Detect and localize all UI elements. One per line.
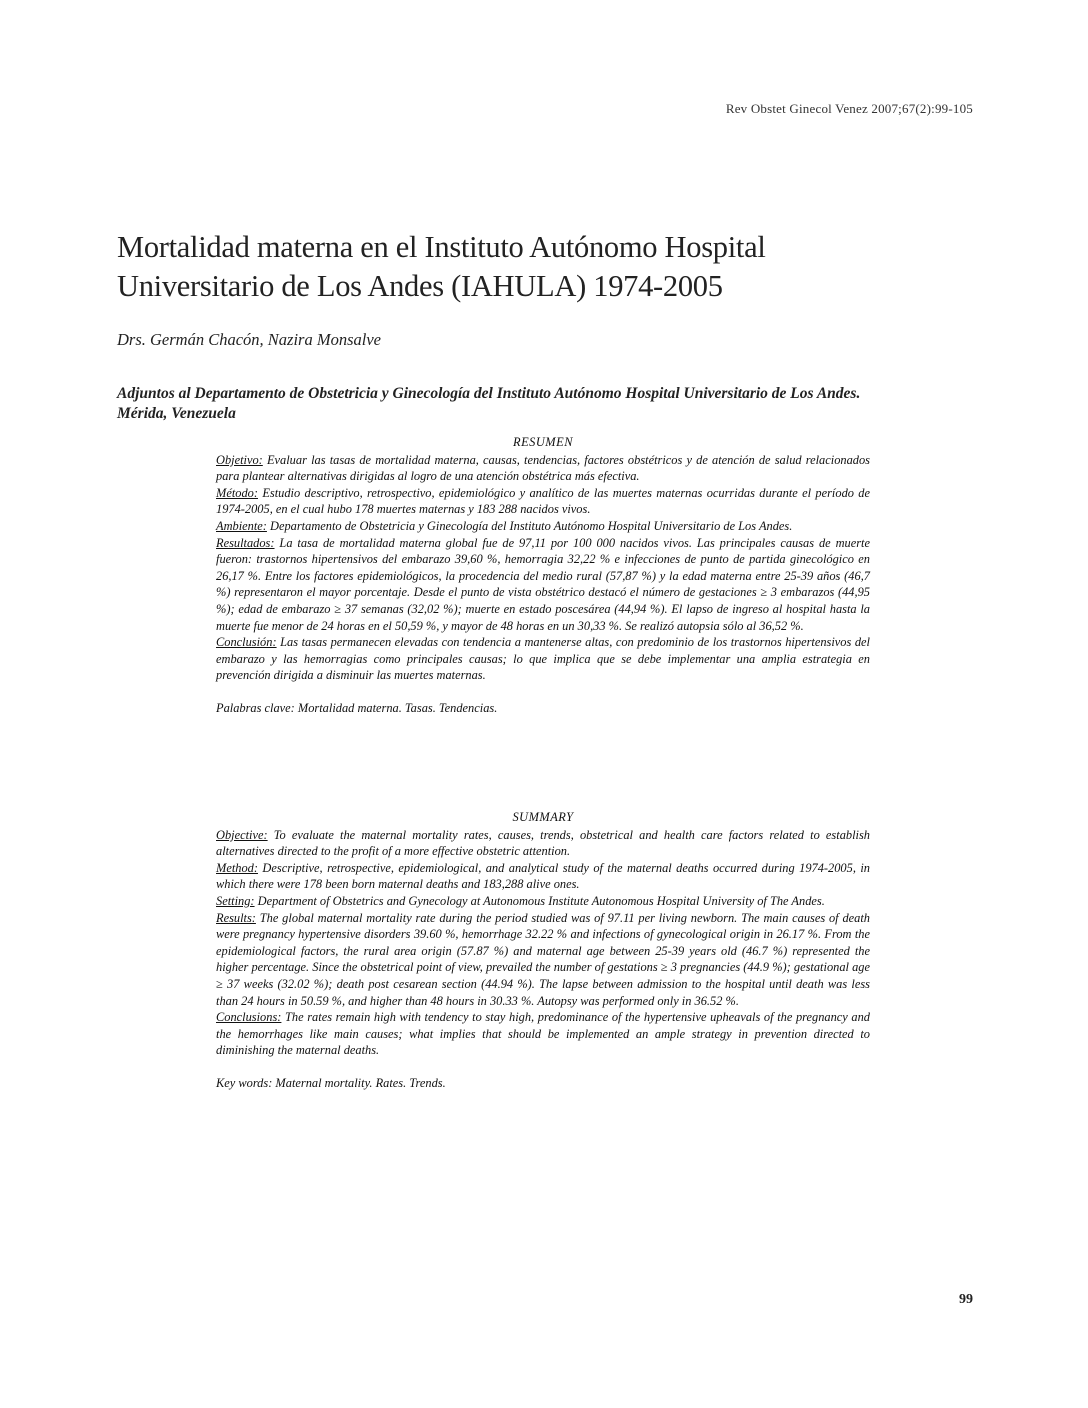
article-title-line-2: Universitario de Los Andes (IAHULA) 1974-2005: [117, 269, 723, 303]
affiliation-line-1: Adjuntos al Departamento de Obstetricia y Ginecología del Instituto Autónomo Hospital Universitario de Los Andes.: [117, 385, 861, 402]
resumen-metodo-text: Estudio descriptivo, retrospectivo, epidemiológico y analítico de las muertes maternas ocurridas durante el período de 1974-2005, en el cual hubo 178 muertes maternas y 183 288 nacidos vivos.: [216, 485, 870, 517]
affiliation: [117, 384, 977, 424]
resumen-conclusion: [216, 634, 870, 684]
resumen-heading: RESUMEN: [513, 435, 573, 449]
page-number: 99: [959, 1292, 973, 1307]
summary-conclusions-label: Conclusions:: [216, 1010, 282, 1025]
resumen-ambiente-text: Departamento de Obstetricia y Ginecología del Instituto Autónomo Hospital Universitario de Los Andes.: [266, 518, 793, 533]
summary-keywords: Key words: Maternal mortality. Rates. Trends.: [216, 1075, 446, 1090]
summary-setting-label: Setting:: [216, 893, 255, 908]
affiliation-line-2: Mérida, Venezuela: [117, 405, 236, 422]
summary-heading: SUMMARY: [512, 810, 574, 824]
resumen-ambiente: [216, 518, 870, 535]
summary-conclusions-text: The rates remain high with tendency to stay high, predominance of the hypertensive upheavals of the pregnancy and the hemorrhages like main causes; what implies that should be implemented an ample strategy in prevention directed to diminishing the maternal deaths.: [216, 1010, 870, 1058]
summary-objective-text: To evaluate the maternal mortality rates, causes, trends, obstetrical and health care factors related to establish alternatives directed to the profit of a more effective obstetric attention.: [216, 827, 870, 859]
summary-results-text: The global maternal mortality rate during the period studied was of 97.11 per living newborn. The main causes of death were pregnancy hypertensive disorders 39.60 %, hemorrhage 32.22 % and infections of gynecological origin in 26.17 %. From the epidemiological factors, the rural area origin (57.87 %) and maternal age between 25-39 years old (46.7 %) represented the higher percentage. Since the obstetrical point of view, prevailed the number of gestations ≥ 3 pregnancies (44.9 %); gestational age ≥ 37 weeks (32.02 %); death post cesarean section (44.94 %). The lapse between admission to the hospital until death was less than 24 hours in 50.59 %, and higher than 48 hours in 30.33 %. Autopsy was performed only in 36.52 %.: [216, 910, 870, 1008]
summary-results-label: Results:: [216, 910, 256, 925]
resumen-resultados-label: Resultados:: [216, 535, 275, 550]
summary-setting: [216, 893, 870, 910]
summary-section: [216, 809, 870, 1092]
summary-results: [216, 910, 870, 1010]
article-title: [117, 228, 937, 306]
summary-objective-label: Objective:: [216, 827, 268, 842]
resumen-metodo: [216, 485, 870, 518]
resumen-resultados: [216, 535, 870, 635]
article-title-line-1: Mortalidad materna en el Instituto Autónomo Hospital: [117, 230, 766, 264]
resumen-metodo-label: Método:: [216, 485, 258, 500]
resumen-conclusion-label: Conclusión:: [216, 635, 277, 650]
resumen-objetivo: [216, 452, 870, 485]
summary-conclusions: [216, 1009, 870, 1059]
journal-reference: Rev Obstet Ginecol Venez 2007;67(2):99-105: [725, 101, 973, 116]
resumen-objetivo-label: Objetivo:: [216, 452, 263, 467]
summary-objective: [216, 827, 870, 860]
summary-setting-text: Department of Obstetrics and Gynecology at Autonomous Institute Autonomous Hospital University of The Andes.: [254, 893, 825, 908]
summary-method-text: Descriptive, retrospective, epidemiological, and analytical study of the maternal deaths occurred during 1974-2005, in which there were 178 been born maternal deaths and 183,288 alive ones.: [216, 860, 870, 892]
resumen-resultados-text: La tasa de mortalidad materna global fue de 97,11 por 100 000 nacidos vivos. Las principales causas de muerte fueron: trastornos hipertensivos del embarazo 39,60 %, hemorragia 32,22 % e infecciones de punto de partida ginecológico en 26,17 %. Entre los factores epidemiológicos, la procedencia del medio rural (57,87 %) y la edad materna entre 25-39 años (46,7 %) representaron el mayor porcentaje. Desde el punto de vista obstétrico destacó el número de gestaciones ≥ 3 embarazos (44,95 %); edad de embarazo ≥ 37 semanas (32,02 %); muerte en estado poscesárea (44,94 %). El lapso de ingreso al hospital hasta la muerte fue menor de 24 horas en el 50,59 %, y mayor de 48 horas en un 30,33 %. Se realizó autopsia sólo al 36,52 %.: [216, 535, 870, 633]
summary-method-label: Method:: [216, 860, 258, 875]
resumen-keywords: Palabras clave: Mortalidad materna. Tasas. Tendencias.: [216, 700, 498, 715]
authors: Drs. Germán Chacón, Nazira Monsalve: [117, 330, 381, 349]
resumen-section: [216, 434, 870, 717]
resumen-conclusion-text: Las tasas permanecen elevadas con tendencia a mantenerse altas, con predominio de los trastornos hipertensivos del embarazo y las hemorragias como principales causas; lo que implica que se debe implementar una amplia estrategia en prevención dirigida a disminuir las muertes maternas.: [216, 635, 870, 683]
summary-method: [216, 860, 870, 893]
resumen-ambiente-label: Ambiente:: [216, 518, 267, 533]
resumen-objetivo-text: Evaluar las tasas de mortalidad materna, causas, tendencias, factores obstétricos y de atención de salud relacionados para plantear alternativas dirigidas al logro de una atención obstétrica más efectiva.: [216, 452, 870, 484]
